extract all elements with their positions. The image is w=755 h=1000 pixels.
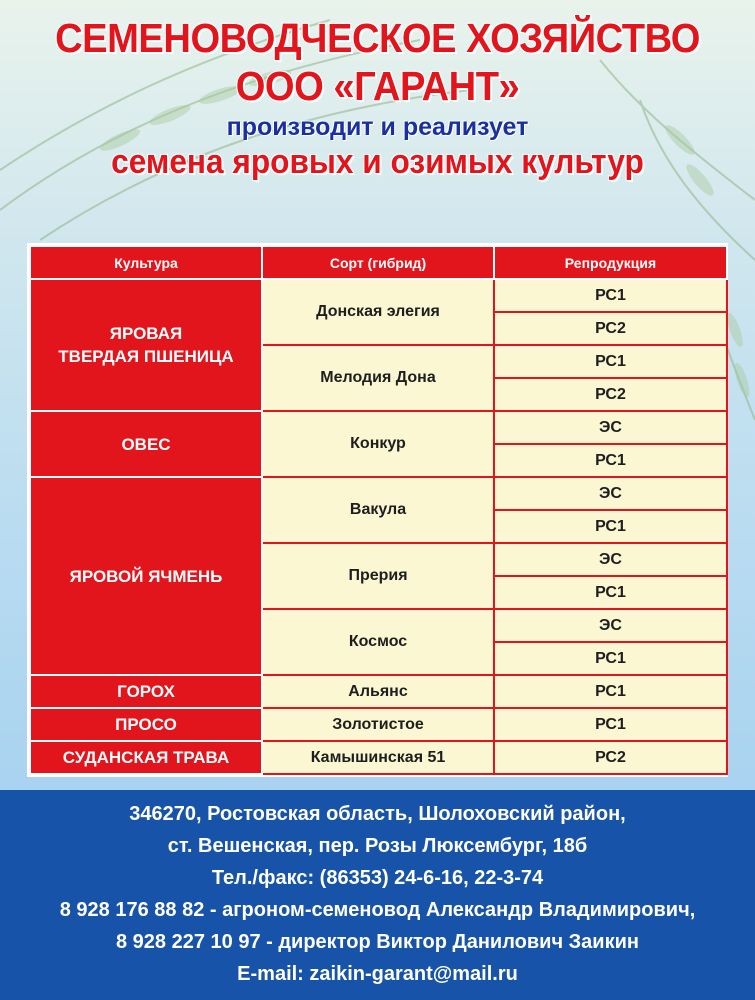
- variety-cell: Камышинская 51: [262, 741, 494, 774]
- table-row: [30, 675, 727, 708]
- reproduction-cell: РС1: [494, 279, 727, 312]
- address-line-1: 346270, Ростовская область, Шолоховский район,: [129, 803, 626, 825]
- table-row: [30, 279, 727, 312]
- table-row: [30, 411, 727, 444]
- variety-cell: Конкур: [262, 411, 494, 477]
- reproduction-cell: ЭС: [494, 609, 727, 642]
- variety-cell: Космос: [262, 609, 494, 675]
- header: [0, 14, 755, 182]
- variety-cell: Мелодия Дона: [262, 345, 494, 411]
- contact-footer: [0, 790, 755, 1000]
- crop-cell: ЯРОВОЙ ЯЧМЕНЬ: [30, 477, 262, 675]
- crop-cell: ОВЕС: [30, 411, 262, 477]
- director-phone: 8 928 227 10 97 - директор Виктор Данилович Заикин: [116, 931, 639, 953]
- variety-cell: Прерия: [262, 543, 494, 609]
- column-header-reproduction: Репродукция: [494, 246, 727, 279]
- tagline: семена яровых и озимых культур: [111, 143, 644, 181]
- variety-cell: Альянс: [262, 675, 494, 708]
- reproduction-cell: РС1: [494, 444, 727, 477]
- table-row: [30, 741, 727, 774]
- reproduction-cell: РС1: [494, 345, 727, 378]
- reproduction-cell: ЭС: [494, 477, 727, 510]
- reproduction-cell: РС1: [494, 510, 727, 543]
- table-row: [30, 708, 727, 741]
- seed-table: [29, 245, 728, 775]
- reproduction-cell: РС1: [494, 576, 727, 609]
- reproduction-cell: ЭС: [494, 543, 727, 576]
- column-header-variety: Сорт (гибрид): [262, 246, 494, 279]
- reproduction-cell: ЭС: [494, 411, 727, 444]
- variety-cell: Донская элегия: [262, 279, 494, 345]
- table-header-row: [30, 246, 727, 279]
- email: E-mail: zaikin-garant@mail.ru: [237, 963, 518, 985]
- column-header-crop: Культура: [30, 246, 262, 279]
- subtitle: производит и реализует: [226, 113, 529, 141]
- crop-cell: ЯРОВАЯ ТВЕРДАЯ ПШЕНИЦА: [30, 279, 262, 411]
- table-row: [30, 477, 727, 510]
- table-body: [30, 279, 727, 774]
- crop-cell: ПРОСО: [30, 708, 262, 741]
- reproduction-cell: РС1: [494, 675, 727, 708]
- address-line-2: ст. Вешенская, пер. Розы Люксембург, 18б: [167, 835, 588, 857]
- title-line-1: СЕМЕНОВОДЧЕСКОЕ ХОЗЯЙСТВО: [55, 15, 700, 61]
- reproduction-cell: РС1: [494, 708, 727, 741]
- crop-cell: СУДАНСКАЯ ТРАВА: [30, 741, 262, 774]
- title-line-2: ООО «ГАРАНТ»: [235, 63, 520, 109]
- seed-table-wrapper: [29, 245, 726, 775]
- agronomist-phone: 8 928 176 88 82 - агроном-семеновод Александр Владимирович,: [59, 899, 696, 921]
- phone-fax: Тел./факс: (86353) 24-6-16, 22-3-74: [211, 867, 544, 889]
- variety-cell: Золотистое: [262, 708, 494, 741]
- reproduction-cell: РС2: [494, 741, 727, 774]
- reproduction-cell: РС2: [494, 378, 727, 411]
- reproduction-cell: РС2: [494, 312, 727, 345]
- crop-cell: ГОРОХ: [30, 675, 262, 708]
- variety-cell: Вакула: [262, 477, 494, 543]
- reproduction-cell: РС1: [494, 642, 727, 675]
